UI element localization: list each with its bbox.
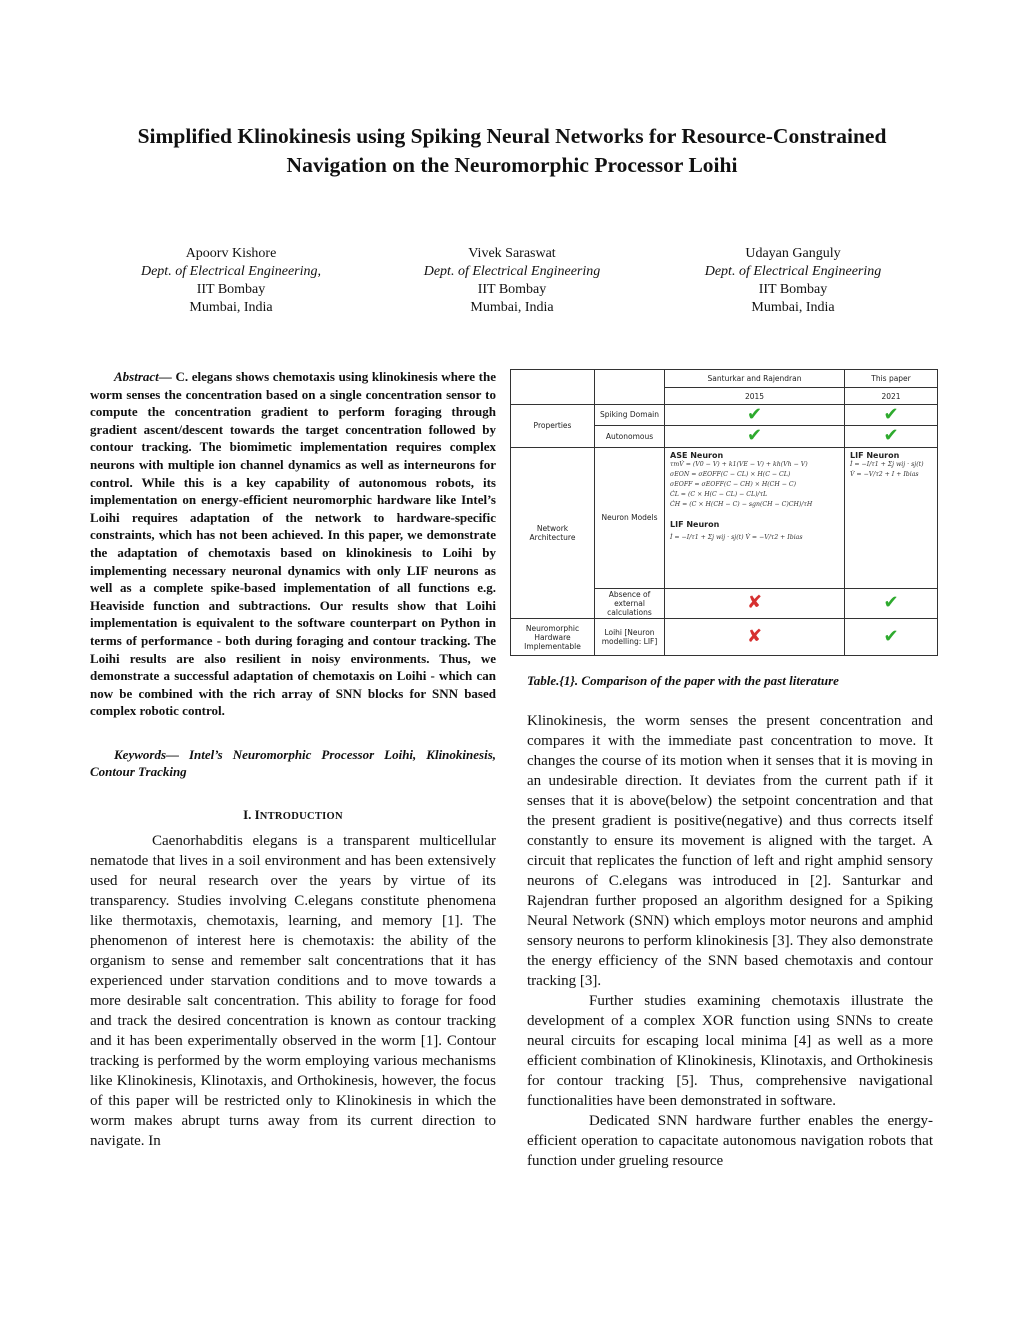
title-line-1: Simplified Klinokinesis using Spiking Neural Networks for Resource-Constrained: [137, 124, 887, 148]
author-inst: IIT Bombay: [196, 282, 266, 297]
left-column: [90, 368, 496, 1151]
author-2: [372, 245, 652, 317]
table-empty-corner: [511, 370, 595, 405]
author-city: Mumbai, India: [189, 300, 273, 315]
row-network-architecture: Network Architecture: [511, 447, 595, 619]
year-2015: 2015: [665, 388, 845, 404]
right-paragraph-2: Further studies examining chemotaxis illustrate the development of a complex XOR function using SNNs to create neural circuits for escaping local minima [4] as well as a more efficient combination of Klinokinesis, Klinotaxis, and Orthokinesis for contour tracking [5]. Thus, comprehensive navigational functionalities have been demonstrated in software.: [527, 993, 933, 1109]
row-properties: Properties: [511, 404, 595, 447]
keywords: [90, 746, 496, 781]
right-column: [527, 711, 933, 1171]
check-icon: ✔: [883, 592, 899, 614]
check-icon: ✔: [883, 403, 899, 425]
cell-santurkar-neurons: [665, 447, 845, 588]
keywords-text: Intel’s Neuromorphic Processor Loihi, Klinokinesis, Contour Tracking: [90, 746, 497, 780]
abstract-label: Abstract: [114, 369, 159, 384]
cell-this-paper-neurons: [845, 447, 938, 588]
keywords-sep: —: [166, 746, 189, 762]
check-icon: ✔: [746, 403, 763, 425]
section-first-letter: I: [254, 807, 260, 823]
author-3: [653, 245, 933, 317]
author-city: Mumbai, India: [470, 300, 554, 315]
header-santurkar: Santurkar and Rajendran: [665, 370, 845, 388]
comparison-table: [510, 369, 937, 656]
row-loihi: Loihi [Neuron modelling: LIF]: [595, 619, 665, 656]
lif-equation-left: İ = −I/τ1 + Σj wij · sj(t) V̇ = −V/τ2 + Ibias: [670, 533, 803, 541]
ase-equation-3: σEOFF = σEOFF(C − CH) × H(CH − C): [670, 480, 797, 488]
ase-equation-1: τmV̇ = (V0 − V) + k1(VE − V) + kh(Vh − V): [670, 460, 808, 468]
author-1: [91, 245, 371, 317]
lif-neuron-title-right: LIF Neuron: [850, 450, 900, 460]
author-city: Mumbai, India: [751, 300, 835, 315]
check-icon: ✔: [746, 425, 763, 447]
header-this-paper: This paper: [845, 370, 938, 388]
author-inst: IIT Bombay: [758, 282, 828, 297]
year-2021: 2021: [845, 388, 938, 404]
row-spiking-domain: Spiking Domain: [595, 404, 665, 425]
check-icon: ✔: [883, 626, 899, 648]
keywords-label: Keywords: [114, 746, 166, 762]
ase-equation-5: ĊH = (C × H(CH − C) − sgn(CH − C)CH)/τH: [670, 500, 813, 508]
lif-equation-right-2: V̇ = −V/τ2 + I + Ibias: [850, 470, 919, 478]
abstract-sep: —: [158, 369, 176, 384]
author-name: Udayan Ganguly: [745, 246, 841, 261]
author-name: Apoorv Kishore: [185, 246, 277, 261]
author-name: Vivek Saraswat: [468, 246, 556, 261]
ase-equation-4: ĊL = (C × H(C − CL) − CL)/τL: [670, 490, 768, 498]
lif-neuron-title-left: LIF Neuron: [670, 519, 720, 529]
abstract-text: C. elegans shows chemotaxis using klinokinesis where the worm senses the concentration based on a single concentration sensor to compute the concentration gradient to perform foraging through gradient ascent/descent towards the target concentration followed by contour tracking. The biomimetic implementation requires complex neurons with multiple ion channel dynamics as well as interneurons for control. While this is a key capability of autonomous robots, its implementation on energy-efficient neuromorphic hardware like Intel’s Loihi requires adaptation of the network to hardware-specific constraints, which has not been achieved. In this paper, we demonstrate the adaptation of chemotaxis based on klinokinesis to Loihi by implementing necessary neuronal dynamics with only LIF neurons as well as a complete spike-based implementation of all functions e.g. Heaviside function and subtractions. Our results show that Loihi implementation is equivalent to the software counterpart on Python in terms of performance - both during foraging and contour tracking. The Loihi results are also resilient in noisy environments. Thus, we demonstrate a successful adaptation of chemotaxis on Loihi - which can now be combined with the rich array of SNN blocks for SNN based complex robotic control.: [90, 369, 496, 719]
ase-neuron-title: ASE Neuron: [670, 450, 724, 460]
author-inst: IIT Bombay: [477, 282, 547, 297]
check-icon: ✔: [883, 425, 899, 447]
row-autonomous: Autonomous: [595, 426, 665, 447]
abstract: [90, 368, 496, 720]
right-paragraph-3: Dedicated SNN hardware further enables the energy-efficient operation to capacitate autonomous navigation robots that function under grueling resource: [527, 1113, 933, 1169]
table-caption: Table.{1}. Comparison of the paper with the past literature: [527, 673, 839, 688]
author-dept: Dept. of Electrical Engineering: [423, 264, 601, 279]
row-neuron-models: Neuron Models: [595, 447, 665, 588]
section-rest: NTRODUCTION: [259, 811, 343, 823]
lif-equation-right-1: İ = −I/τ1 + Σj wij · sj(t): [850, 460, 924, 468]
section-num: I.: [243, 807, 255, 823]
table-empty-corner-2: [595, 370, 665, 405]
row-neuromorphic: Neuromorphic Hardware Implementable: [511, 619, 595, 656]
section-heading-introduction: [90, 807, 496, 823]
title-line-2: Navigation on the Neuromorphic Processor Loihi: [286, 153, 738, 177]
intro-paragraph-1: Caenorhabditis elegans is a transparent multicellular nematode that lives in a soil environment and has been extensively used for neural research over the years by virtue of its transparency. Studies involving C.elegans constitute phenomena like thermotaxis, chemotaxis, learning, and memory [1]. The phenomenon of interest here is chemotaxis: the ability of the organism to sense and remember salt concentrations that it has experienced under starvation conditions and to move towards a more desirable salt concentration. This ability to forage for food and track the desired concentration is known as contour tracking and it has been experimentally observed in the worm [1]. Contour tracking is performed by the worm employing various mechanisms like Klinokinesis, Klinotaxis, and Orthokinesis, however, the focus of this paper will be restricted only to Klinokinesis in which the worm makes abrupt turns away from its current direction to navigate. In: [90, 833, 496, 1150]
author-dept: Dept. of Electrical Engineering: [704, 264, 882, 279]
right-paragraph-1: Klinokinesis, the worm senses the present concentration and compares it with the immediate past concentration to move. It changes the course of its motion when it senses that it is moving in an undesirable direction. It deviates from the current path if it senses that it is above(below) the setpoint concentration and that the present gradient is positive(negative) and thus corrects itself constantly to ensure its movement is aligned with the target. A circuit that replicates the function of left and right amphid sensory neurons of C.elegans was introduced in [2]. Santurkar and Rajendran further proposed an algorithm designed for a Spiking Neural Network (SNN) which employs motor neurons and amphid sensory neurons to perform klinokinesis [3]. They also demonstrate the energy efficiency of the SNN based chemotaxis and contour tracking [3].: [527, 713, 933, 989]
cross-icon: ✘: [746, 592, 763, 614]
paper-title: [60, 122, 964, 180]
ase-equation-2: σEON = σEOFF(C − CL) × H(C − CL): [670, 470, 791, 478]
cross-icon: ✘: [746, 626, 763, 648]
row-absence-external: Absence of external calculations: [595, 588, 665, 619]
author-dept: Dept. of Electrical Engineering,: [140, 264, 321, 279]
